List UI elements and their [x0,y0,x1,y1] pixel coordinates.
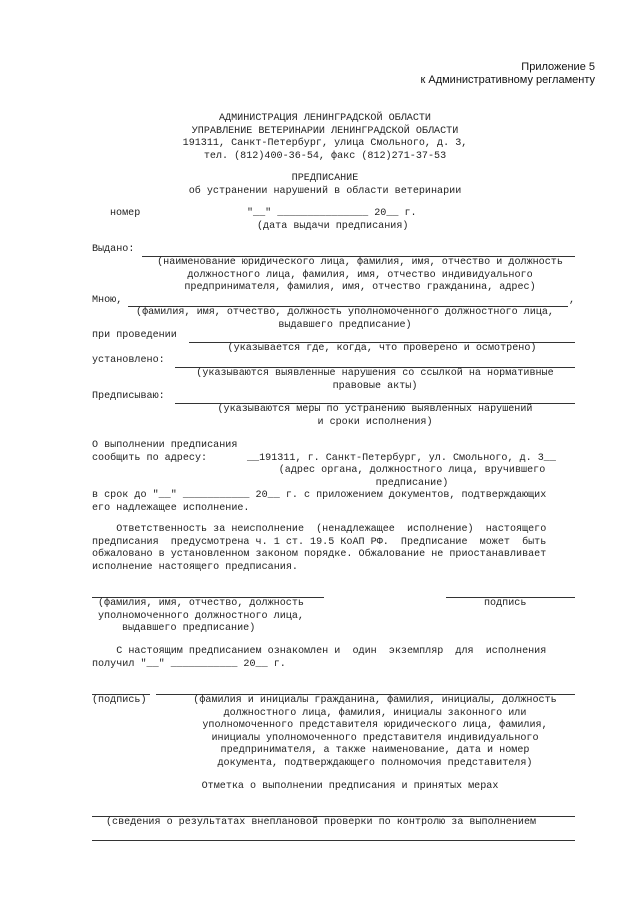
appendix-line-1: Приложение 5 [521,61,595,73]
document-title: ПРЕДПИСАНИЕ [291,173,359,184]
established-caption-1: (указываются выявленные нарушения со ссылкой на нормативные [196,368,554,379]
acknowledgment-line-1: С настоящим предписанием ознакомлен и один экземпляр для исполнения [92,646,547,657]
execution-mark-title: Отметка о выполнении предписания и принятых мерах [201,781,499,792]
issue-date-field: "__" _______________ 20__ г. [247,208,417,219]
issuer-caption-1: (фамилия, имя, отчество, должность [98,598,304,609]
issuer-caption-3: выдавшего предписание) [122,623,256,634]
during-label: при проведении [92,330,177,341]
issued-caption-2: должностного лица, фамилия, имя, отчество индивидуального [187,269,533,281]
recipient-caption-6: документа, подтверждающего полномочия представителя) [217,757,533,769]
report-deadline-2: его надлежащее исполнение. [92,502,250,514]
report-address-label: сообщить по адресу: [92,452,208,464]
during-caption: (указывается где, когда, что проверено и осмотрено) [227,343,537,354]
issue-date-caption: (дата выдачи предписания) [257,220,409,232]
report-address-caption-1: (адрес органа, должностного лица, вручившего [278,465,546,476]
by-me-comma: , [569,294,576,306]
liability-line-4: исполнение настоящего предписания. [92,561,298,573]
recipient-caption-3: уполномоченного представителя юридического лица, фамилия, [202,720,548,731]
acknowledgment-line-2: получил "__" ___________ 20__ г. [92,658,286,670]
liability-line-1: Ответственность за неисполнение (ненадлежащее исполнение) настоящего [92,524,547,535]
issuer-caption-2: уполномоченного должностного лица, [98,610,304,622]
by-me-caption-2: выдавшего предписание) [278,319,412,331]
recipient-caption-1: (фамилия и инициалы гражданина, фамилия, инициалы, должность [193,695,557,706]
header-org-line-1: АДМИНИСТРАЦИЯ ЛЕНИНГРАДСКОЙ ОБЛАСТИ [218,113,431,124]
liability-line-2: предписания предусмотрена ч. 1 ст. 19.5 КоАП РФ. Предписание может быть [92,536,547,548]
by-me-caption-1: (фамилия, имя, отчество, должность уполномоченного должностного лица, [136,307,554,318]
issued-caption-1: (наименование юридического лица, фамилия, имя, отчество и должность [157,257,563,268]
established-label: установлено: [92,355,165,366]
prescribe-caption-1: (указываются меры по устранению выявленных нарушений [217,404,533,415]
prescribe-caption-2: и сроки исполнения) [317,416,433,428]
recipient-caption-5: предпринимателя, а также наименование, дата и номер [220,745,530,756]
execution-mark-line-2 [92,840,575,841]
header-org-line-2: УПРАВЛЕНИЕ ВЕТЕРИНАРИИ ЛЕНИНГРАДСКОЙ ОБЛАСТИ [191,125,459,137]
issued-label: Выдано: [92,244,135,255]
established-caption-2: правовые акты) [332,380,418,392]
prescribe-label: Предписываю: [92,391,165,402]
recipient-caption-2: должностного лица, фамилия, инициалы законного или [223,707,527,719]
report-deadline: в срок до "__" ___________ 20__ г. с приложением документов, подтверждающих [92,490,547,501]
by-me-label: Мною, [92,294,123,306]
report-address-caption-2: предписание) [375,477,449,489]
recipient-caption-4: инициалы уполномоченного представителя индивидуального [211,732,539,744]
recipient-signature-caption: (подпись) [92,695,147,706]
report-title: О выполнении предписания [92,440,238,451]
header-address: 191311, Санкт-Петербург, улица Смольного, д. 3, [182,138,468,149]
appendix-line-2: к Административному регламенту [420,74,595,86]
number-label: номер [110,208,141,219]
report-address-value: __191311, г. Санкт-Петербург, ул. Смольного, д. 3__ [247,452,556,464]
execution-mark-caption: (сведения о результатах внеплановой проверки по контролю за выполнением [106,817,537,828]
issuer-signature-caption: подпись [484,598,527,609]
liability-line-3: обжаловано в установленном законом порядке. Обжалование не приостанавливает [92,549,547,560]
document-subtitle: об устранении нарушений в области ветеринарии [188,185,462,197]
header-phone: тел. (812)400-36-54, факс (812)271-37-53 [203,150,447,162]
issued-caption-3: предпринимателя, фамилия, имя, отчество гражданина, адрес) [184,282,536,293]
